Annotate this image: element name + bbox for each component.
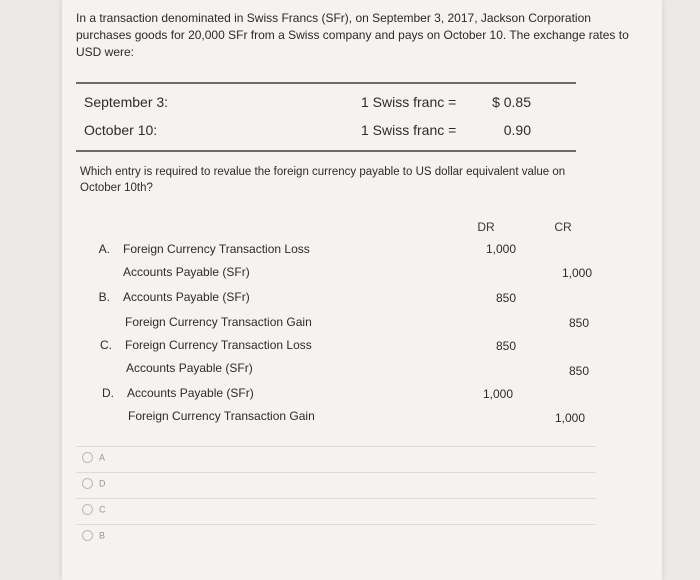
divider <box>76 498 596 499</box>
account-name: Foreign Currency Transaction Gain <box>125 315 312 329</box>
debit-amount: 850 <box>495 291 517 305</box>
radio-button[interactable] <box>82 504 93 515</box>
choice-letter: B. <box>98 290 110 304</box>
choice-letter: D. <box>102 386 114 400</box>
rate-row <box>76 94 576 118</box>
option-label: A <box>99 452 106 463</box>
account-name: Accounts Payable (SFr) <box>123 290 250 304</box>
option-label: D <box>99 478 106 489</box>
question-text: Which entry is required to revalue the foreign currency payable to US dollar equivalent value on October 10th? <box>80 166 566 194</box>
rate-label: 1 Swiss franc = <box>361 94 457 110</box>
account-name: Accounts Payable (SFr) <box>126 361 253 375</box>
radio-button[interactable] <box>82 530 93 541</box>
account-name: Foreign Currency Transaction Loss <box>123 242 310 256</box>
account-name: Foreign Currency Transaction Gain <box>128 409 315 423</box>
rate-label: 1 Swiss franc = <box>361 122 457 138</box>
radio-button[interactable] <box>82 478 93 489</box>
account-name: Foreign Currency Transaction Loss <box>125 338 312 352</box>
option-label: B <box>99 530 106 541</box>
account-name: Accounts Payable (SFr) <box>123 265 250 279</box>
choice-letter: A. <box>98 242 110 256</box>
dr-column-header: DR <box>477 220 495 234</box>
credit-amount: 1,000 <box>561 266 593 280</box>
intro-text: In a transaction denominated in Swiss Francs (SFr), on September 3, 2017, Jackson Corporation purchases goods for 20,000 SFr from a Swiss company and pays on October 10. The exchange rates to USD were: <box>76 11 629 59</box>
divider <box>76 446 596 447</box>
rate-value: $ 0.85 <box>492 94 531 110</box>
exchange-rate-table <box>76 82 576 152</box>
debit-amount: 1,000 <box>482 387 514 401</box>
option-b[interactable] <box>82 530 105 546</box>
divider <box>76 524 596 525</box>
choice-letter: C. <box>100 338 112 352</box>
rate-value: 0.90 <box>503 122 531 138</box>
option-label: C <box>99 504 106 515</box>
option-c[interactable] <box>82 504 106 520</box>
option-a[interactable] <box>82 452 105 468</box>
rate-date: October 10: <box>84 122 158 138</box>
credit-amount: 850 <box>568 364 590 378</box>
radio-button[interactable] <box>82 452 93 463</box>
account-name: Accounts Payable (SFr) <box>127 386 254 400</box>
rate-row <box>76 122 576 146</box>
rate-date: September 3: <box>84 94 169 110</box>
debit-amount: 1,000 <box>485 242 517 256</box>
credit-amount: 850 <box>568 316 590 330</box>
debit-amount: 850 <box>495 339 517 353</box>
credit-amount: 1,000 <box>554 411 586 425</box>
option-d[interactable] <box>82 478 106 494</box>
divider <box>76 472 596 473</box>
cr-column-header: CR <box>554 220 572 234</box>
